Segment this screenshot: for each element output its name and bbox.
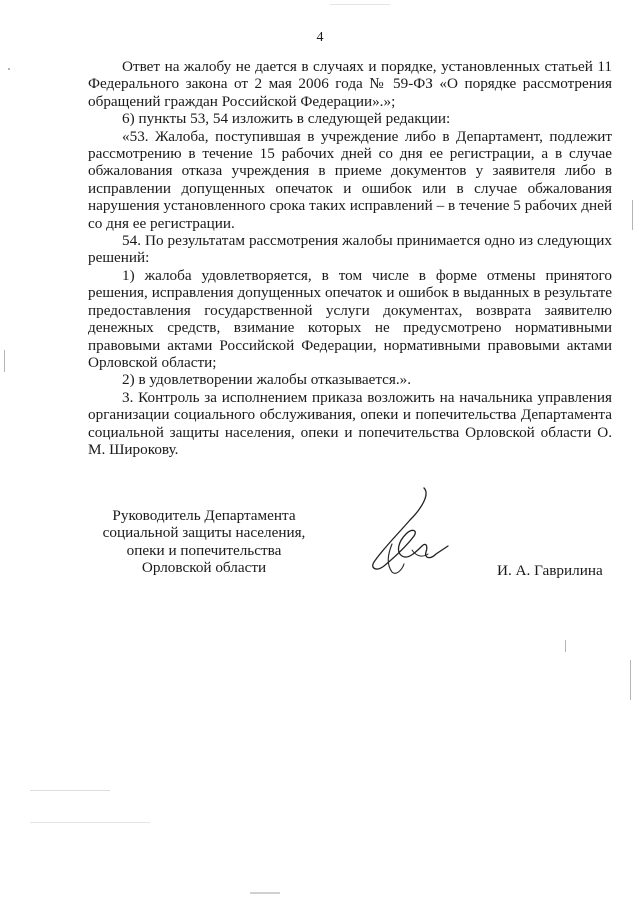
scan-speck [630, 660, 631, 700]
document-body [88, 58, 612, 458]
handwritten-signature [352, 484, 462, 579]
scan-speck [4, 350, 5, 372]
paragraph-complaint-answer: Ответ на жалобу не дается в случаях и порядке, установленных статьей 11 Федерального закона от 2 мая 2006 года № 59-ФЗ «О порядке рассмотрения обращений граждан Российской Федерации».»; [88, 58, 612, 110]
scan-speck [250, 892, 280, 894]
scan-speck [632, 200, 633, 230]
scan-speck [565, 640, 566, 652]
position-line: Руководитель Департамента [112, 507, 296, 524]
paragraph-control-3: 3. Контроль за исполнением приказа возложить на начальника управления организации социального обслуживания, опеки и попечительства Департамента социальной защиты населения, опеки и попечительства Орловской области О. М. Широкову. [88, 388, 612, 458]
scan-speck [30, 790, 110, 791]
position-line: Орловской области [141, 559, 267, 577]
scan-speck [330, 4, 390, 5]
scan-speck [30, 822, 150, 823]
paragraph-point-54: 54. По результатам рассмотрения жалобы принимается одно из следующих решений: [88, 232, 612, 267]
signer-name: И. А. Гаврилина [497, 562, 603, 579]
paragraph-decision-2: 2) в удовлетворении жалобы отказывается.». [122, 371, 412, 389]
page-number: 4 [316, 30, 324, 45]
position-line: опеки и попечительства [126, 541, 282, 559]
position-line: социальной защиты населения, [102, 524, 306, 542]
paragraph-decision-1: 1) жалоба удовлетворяется, в том числе в форме отмены принятого решения, исправления допущенных опечаток и ошибок в выданных в результате предоставления государственной услуги документах, возврата заявителю денежных средств, взимание которых не предусмотрено нормативными правовыми актами Российской Федерации, нормативными правовыми актами Орловской области; [88, 266, 612, 371]
scan-speck [8, 68, 10, 70]
paragraph-item-6: 6) пункты 53, 54 изложить в следующей редакции: [122, 110, 451, 128]
paragraph-point-53: «53. Жалоба, поступившая в учреждение либо в Департамент, подлежит рассмотрению в течение 15 рабочих дней со дня ее регистрации, а в случае обжалования отказа учреждения в приеме документов у заявителя либо в исправлении допущенных опечаток и ошибок или в случае обжалования нарушения установленного срока таких исправлений – в течение 5 рабочих дней со дня ее регистрации. [88, 127, 612, 232]
signatory-position [95, 507, 313, 577]
